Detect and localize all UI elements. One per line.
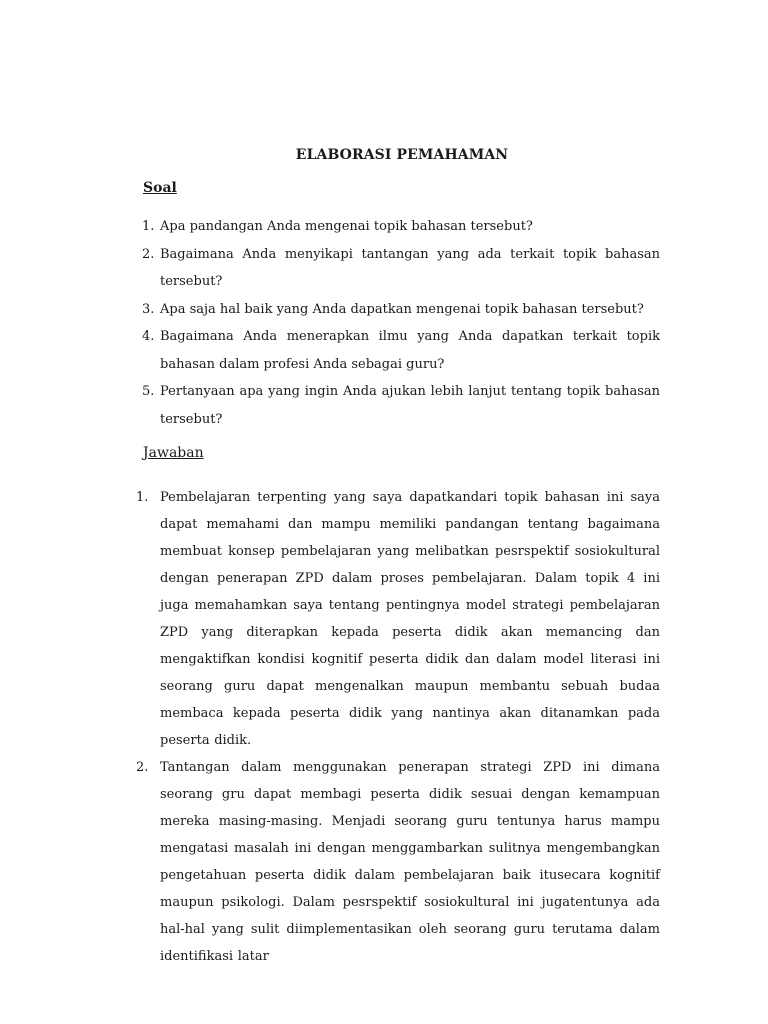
soal-item-number: 1.: [142, 219, 155, 234]
soal-item-number: 3.: [142, 301, 155, 317]
soal-item-text: Bagaimana Anda menerapkan ilmu yang Anda dapatkan terkait topik bahasan dalam profesi Anda sebagai guru?: [160, 329, 660, 372]
soal-item-text: Pertanyaan apa yang ingin Anda ajukan lebih lanjut tentang topik bahasan tersebut?: [160, 384, 660, 427]
soal-item-text: Bagaimana Anda menyikapi tantangan yang ada terkait topik bahasan tersebut?: [160, 246, 660, 289]
soal-item-3: [142, 296, 660, 324]
jawaban-item-number: 1.: [136, 490, 149, 505]
jawaban-item-number: 2.: [136, 760, 149, 775]
jawaban-list: [136, 484, 660, 970]
jawaban-item-2: [136, 754, 660, 970]
soal-item-5: [142, 378, 660, 433]
jawaban-heading: Jawaban: [143, 445, 204, 461]
soal-item-number: 4.: [142, 329, 155, 344]
soal-item-text: Apa saja hal baik yang Anda dapatkan mengenai topik bahasan tersebut?: [160, 301, 644, 317]
jawaban-item-text: Pembelajaran terpenting yang saya dapatkandari topik bahasan ini saya dapat memahami dan mampu memiliki pandangan tentang bagaimana membuat konsep pembelajaran yang melibatkan pesrspektif sosiokultural dengan penerapan ZPD dalam proses pembelajaran. Dalam topik 4 ini juga memahamkan saya tentang pentingnya model strategi pembelajaran ZPD yang diterapkan kepada peserta didik akan memancing dan mengaktifkan kondisi kognitif peserta didik dan dalam model literasi ini seorang guru dapat mengenalkan maupun membantu sebuah budaa membaca kepada peserta didik yang nantinya akan ditanamkan pada peserta didik.: [160, 490, 660, 748]
jawaban-item-1: [136, 484, 660, 754]
document-title: ELABORASI PEMAHAMAN: [295, 147, 509, 163]
soal-item-4: [142, 323, 660, 378]
soal-item-number: 5.: [142, 384, 155, 399]
soal-item-text: Apa pandangan Anda mengenai topik bahasan tersebut?: [160, 219, 533, 234]
soal-heading: Soal: [143, 180, 177, 196]
jawaban-item-text: Tantangan dalam menggunakan penerapan strategi ZPD ini dimana seorang gru dapat membagi peserta didik sesuai dengan kemampuan mereka masing-masing. Menjadi seorang guru tentunya harus mampu mengatasi masalah ini dengan menggambarkan sulitnya mengembangkan pengetahuan peserta didik dalam pembelajaran baik itusecara kognitif maupun psikologi. Dalam pesrspektif sosiokultural ini jugatentunya ada hal-hal yang sulit diimplementasikan oleh seorang guru terutama dalam identifikasi latar: [160, 760, 660, 964]
soal-item-1: [142, 213, 660, 241]
soal-list: [142, 213, 660, 433]
soal-item-2: [142, 241, 660, 296]
soal-item-number: 2.: [142, 246, 155, 262]
